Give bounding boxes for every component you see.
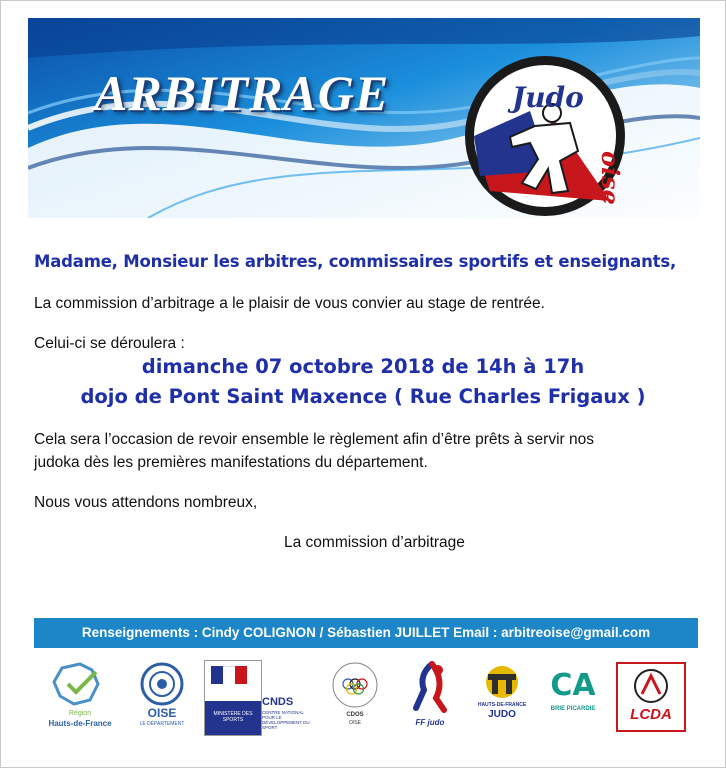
lcda-frame <box>616 662 686 732</box>
cdos-label: CDOS <box>346 712 364 718</box>
body-line-2: judoka dès les premières manifestations du département. <box>34 454 428 471</box>
lcda-label: LCDA <box>630 706 672 723</box>
signature: La commission d’arbitrage <box>284 534 465 551</box>
region-label-1: Région <box>68 710 92 717</box>
hdf-judo-label-2: JUDO <box>488 709 516 720</box>
marianne-block <box>204 660 262 736</box>
ca-label: CA <box>550 668 596 703</box>
ffjudo-logo <box>402 660 458 734</box>
oise-emblem-icon <box>132 660 192 708</box>
sponsor-logos <box>40 660 690 740</box>
judo-oise-logo <box>460 51 630 218</box>
ministere-cnds-logo <box>204 660 314 734</box>
banner <box>28 18 700 218</box>
banner-title: ARBITRAGE <box>94 65 390 121</box>
cnds-sub-label: CENTRE NATIONAL POUR LE DÉVELOPPEMENT DU SPORT <box>262 710 310 730</box>
ministere-label: MINISTÈRE DES SPORTS <box>213 711 253 723</box>
judo-text: Judo <box>512 81 584 114</box>
ca-sub-label: BRIE PICARDIE <box>550 706 596 712</box>
event-place: dojo de Pont Saint Maxence ( Rue Charles Frigaux ) <box>80 385 646 408</box>
cdos-sub-label: OISE <box>349 720 361 726</box>
info-bar: Renseignements : Cindy COLIGNON / Sébastien JUILLET Email : arbitreoise@gmail.com <box>34 618 698 648</box>
lcda-logo <box>616 660 684 734</box>
closing-text: Nous vous attendons nombreux, <box>34 494 258 511</box>
hdf-judo-emblem-icon <box>474 660 530 700</box>
lcda-emblem-icon <box>618 664 684 708</box>
greeting: Madame, Monsieur les arbitres, commissaires sportifs et enseignants, <box>34 252 677 271</box>
region-label-2: Hauts-de-France <box>48 719 112 728</box>
oise-sub-label: LE DÉPARTEMENT <box>139 721 185 727</box>
credit-agricole-logo <box>540 660 606 734</box>
cdos-rings-icon <box>330 660 380 710</box>
region-hdf-logo <box>40 660 120 734</box>
hdf-judo-logo <box>474 660 530 734</box>
ffjudo-label: FF judo <box>415 718 445 727</box>
cdos-logo <box>330 660 380 734</box>
event-date: dimanche 07 octobre 2018 de 14h à 17h <box>141 355 585 378</box>
hdf-judo-label-1: HAUTS-DE-FRANCE <box>477 702 527 708</box>
intro-text: La commission d’arbitrage a le plaisir de vous convier au stage de rentrée. <box>34 295 545 312</box>
announce-text: Celui-ci se déroulera : <box>34 335 185 352</box>
oise-departement-logo <box>132 660 192 734</box>
oise-text: oise <box>596 151 625 205</box>
cnds-label: CNDS <box>262 696 294 708</box>
body-line-1: Cela sera l’occasion de revoir ensemble le règlement afin d’être prêts à servir nos <box>34 431 594 448</box>
region-map-icon <box>40 660 120 710</box>
ffjudo-figure-icon <box>402 660 458 716</box>
oise-label: OISE <box>147 706 177 720</box>
